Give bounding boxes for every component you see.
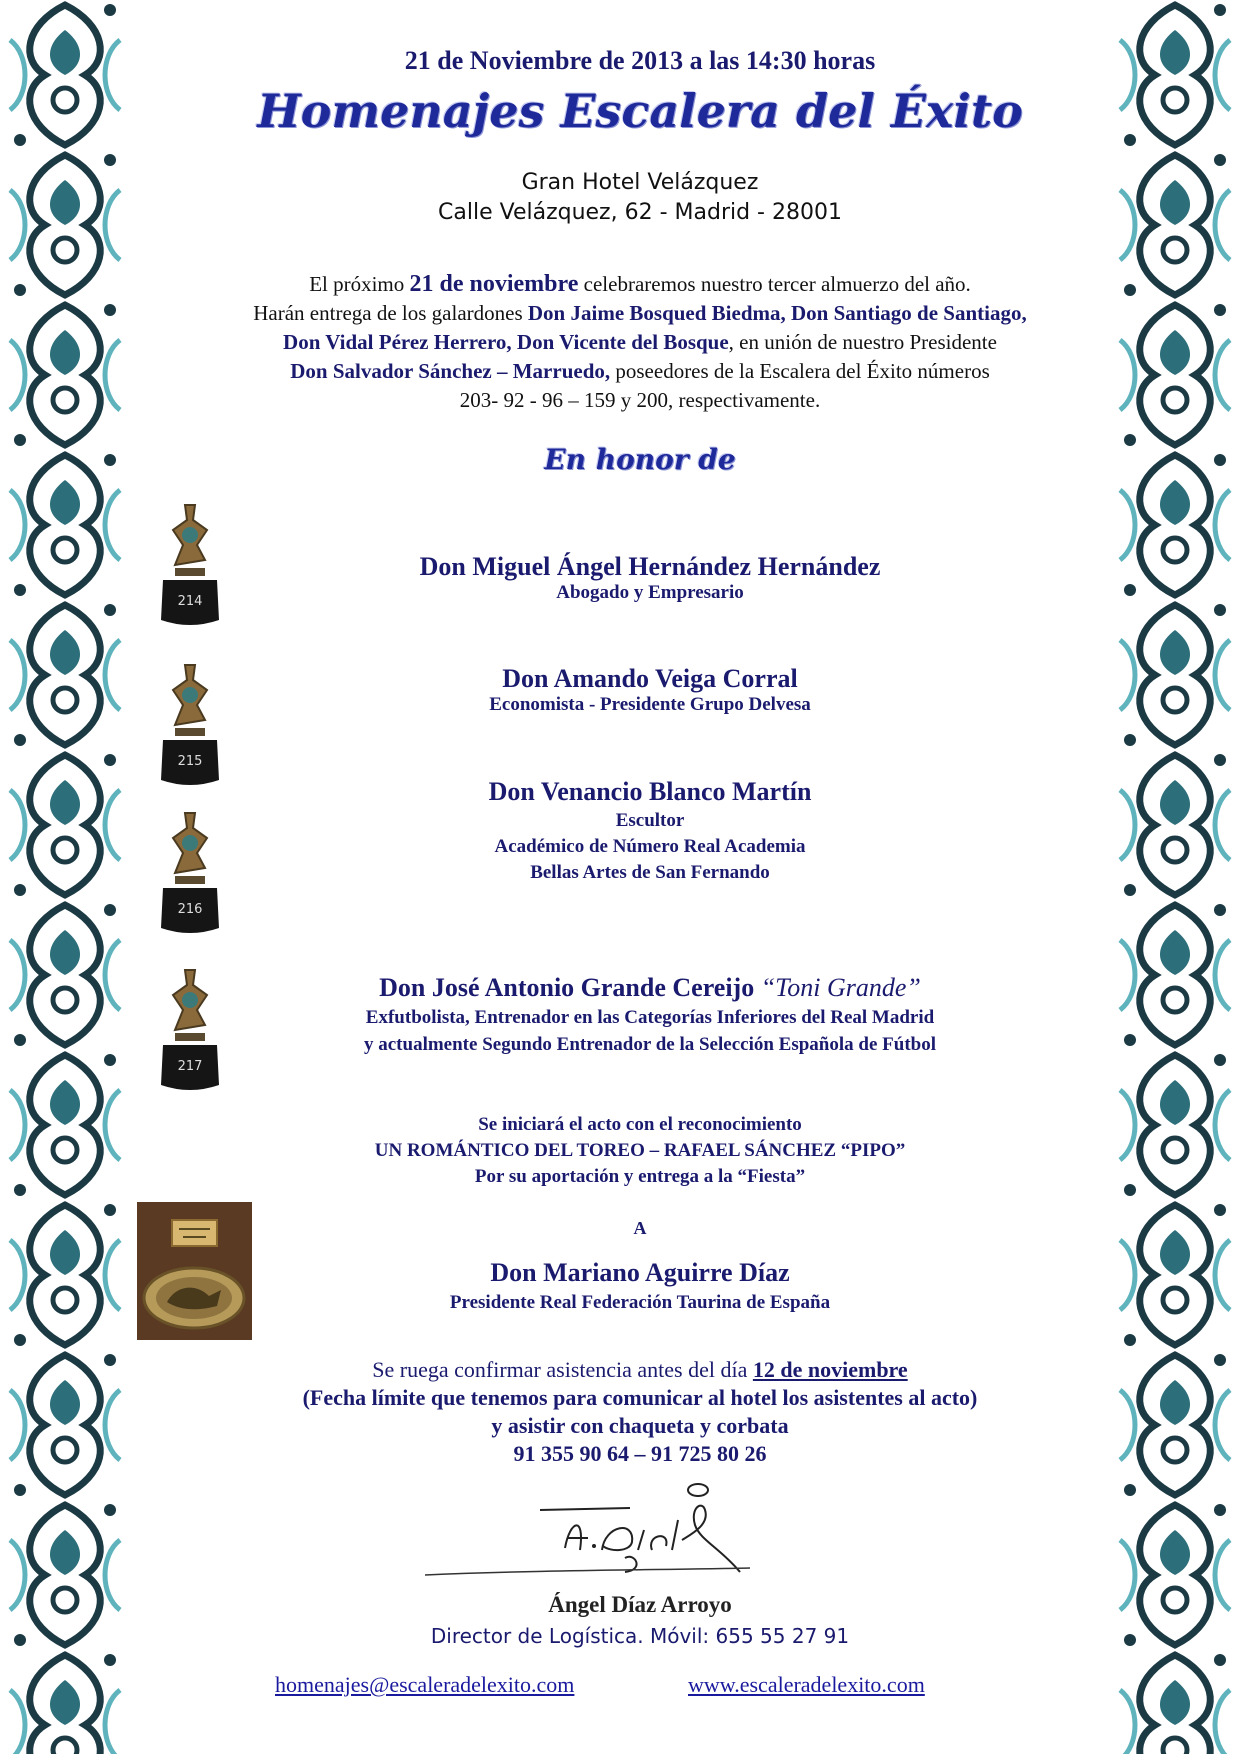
honoree-title: Economista - Presidente Grupo Delvesa <box>489 694 811 715</box>
honor-heading: En honor de <box>544 443 736 476</box>
event-title: Homenajes Escalera del Éxito <box>257 84 1023 138</box>
rsvp-deadline: 12 de noviembre <box>752 1357 908 1382</box>
honoree-title: Exfutbolista, Entrenador en las Categorías Inferiores del Real Madrid <box>365 1007 935 1028</box>
honoree-216 <box>250 776 1050 886</box>
honoree-214 <box>250 552 1050 604</box>
honoree-title-2: Académico de Número Real Academia <box>494 836 806 857</box>
rsvp-note: (Fecha límite que tenemos para comunicar al hotel los asistentes al acto) <box>302 1385 978 1410</box>
contact-phones: 91 355 90 64 – 91 725 80 26 <box>513 1441 767 1466</box>
honoree-name: Don José Antonio Grande Cereijo <box>379 973 761 1002</box>
recognition-line-1: Se iniciará el acto con el reconocimiento <box>478 1114 802 1135</box>
email-link[interactable]: homenajes@escaleradelexito.com <box>275 1672 575 1697</box>
dress-code: y asistir con chaqueta y corbata <box>491 1413 789 1438</box>
trophy-214-image <box>155 500 225 630</box>
intro-date: 21 de noviembre <box>409 271 579 297</box>
signatory-role: Director de Logística. Móvil: 655 55 27 91 <box>430 1624 850 1648</box>
ornamental-border-left <box>0 0 130 1754</box>
honoree-title: Abogado y Empresario <box>556 582 744 603</box>
recognition-a: A <box>633 1218 647 1238</box>
rsvp-text: Se ruega confirmar asistencia antes del día <box>372 1357 753 1382</box>
honoree-name: Don Amando Veiga Corral <box>502 664 798 693</box>
trophy-number: 217 <box>177 1059 203 1074</box>
trophy-number: 216 <box>177 902 203 917</box>
handwritten-signature <box>420 1480 840 1590</box>
honoree-name: Don Miguel Ángel Hernández Hernández <box>419 552 881 581</box>
honoree-title-2: y actualmente Segundo Entrenador de la Selección Española de Fútbol <box>364 1034 936 1055</box>
recognition-line-2: UN ROMÁNTICO DEL TOREO – RAFAEL SÁNCHEZ “PIPO” <box>374 1140 906 1161</box>
trophy-number: 214 <box>177 594 203 609</box>
trophy-216-image <box>155 808 225 938</box>
recognized-title: Presidente Real Federación Taurina de España <box>449 1292 831 1313</box>
recognition-line-3: Por su aportación y entrega a la “Fiesta” <box>474 1166 806 1187</box>
trophy-217-image <box>155 965 225 1095</box>
honoree-nickname: “Toni Grande” <box>760 973 921 1002</box>
honoree-215 <box>250 664 1050 716</box>
ornamental-border-right <box>1110 0 1240 1754</box>
venue-address: Calle Velázquez, 62 - Madrid - 28001 <box>438 200 842 225</box>
event-date-line: 21 de Noviembre de 2013 a las 14:30 horas <box>404 46 876 75</box>
honoree-title: Escultor <box>615 810 685 831</box>
trophy-215-image <box>155 660 225 790</box>
intro-paragraph: El próximo 21 de noviembre celebraremos nuestro tercer almuerzo del año. Harán entrega de los galardones Don Jaime Bosqued Biedma, Don Santiago de Santiago, Don Vidal Pérez Herrero, Don Vicente del Bosque, en unión de nuestro Presidente Don Salvador Sánchez – Marruedo, poseedores de la Escalera del Éxito números 203- 92 - 96 – 159 y 200, respectivamente. <box>253 271 1027 412</box>
recognition-block <box>150 1112 1130 1190</box>
rsvp-block <box>150 1356 1130 1468</box>
honoree-title-3: Bellas Artes de San Fernando <box>530 862 770 883</box>
honoree-217 <box>230 972 1070 1058</box>
venue-name: Gran Hotel Velázquez <box>521 170 759 195</box>
recognized-name: Don Mariano Aguirre Díaz <box>490 1258 790 1287</box>
signatory-name: Ángel Díaz Arroyo <box>548 1592 732 1617</box>
website-link[interactable]: www.escaleradelexito.com <box>688 1672 925 1697</box>
honoree-name: Don Venancio Blanco Martín <box>488 777 812 806</box>
trophy-number: 215 <box>177 754 203 769</box>
